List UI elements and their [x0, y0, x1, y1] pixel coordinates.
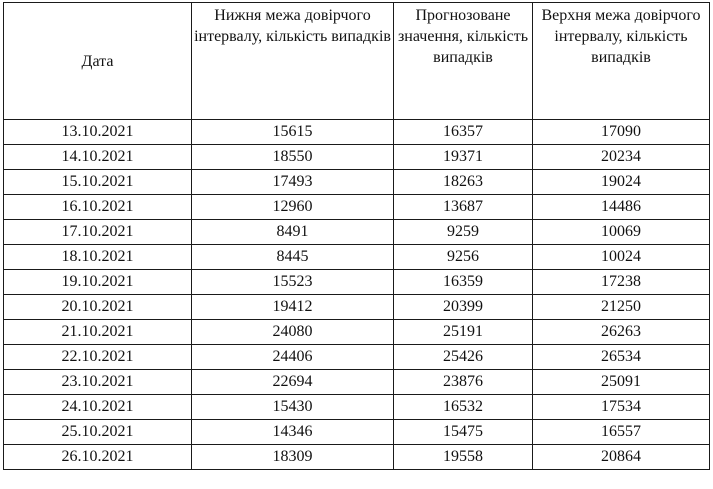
cell-upper-bound: 19024 [533, 170, 710, 195]
cell-lower-bound: 15523 [192, 270, 394, 295]
table-row [4, 320, 710, 345]
cell-upper-bound: 26263 [533, 320, 710, 345]
cell-upper-bound: 17238 [533, 270, 710, 295]
header-lower-bound: Нижня межа довірчого інтервалу, кількість випадків [192, 3, 394, 120]
table-row [4, 120, 710, 145]
table-row [4, 420, 710, 445]
cell-date: 18.10.2021 [4, 245, 192, 270]
cell-upper-bound: 10024 [533, 245, 710, 270]
cell-upper-bound: 26534 [533, 345, 710, 370]
cell-date: 23.10.2021 [4, 370, 192, 395]
table-header [4, 3, 710, 120]
cell-upper-bound: 20234 [533, 145, 710, 170]
cell-upper-bound: 20864 [533, 445, 710, 470]
cell-upper-bound: 14486 [533, 195, 710, 220]
cell-date: 17.10.2021 [4, 220, 192, 245]
cell-forecast: 23876 [394, 370, 533, 395]
cell-date: 26.10.2021 [4, 445, 192, 470]
cell-upper-bound: 21250 [533, 295, 710, 320]
cell-upper-bound: 17534 [533, 395, 710, 420]
cell-forecast: 18263 [394, 170, 533, 195]
table-row [4, 370, 710, 395]
cell-date: 20.10.2021 [4, 295, 192, 320]
cell-forecast: 9259 [394, 220, 533, 245]
forecast-table [3, 2, 710, 470]
cell-lower-bound: 18550 [192, 145, 394, 170]
table-body [4, 120, 710, 470]
cell-lower-bound: 8445 [192, 245, 394, 270]
cell-forecast: 13687 [394, 195, 533, 220]
cell-upper-bound: 10069 [533, 220, 710, 245]
header-date: Дата [4, 3, 192, 120]
cell-lower-bound: 17493 [192, 170, 394, 195]
cell-date: 15.10.2021 [4, 170, 192, 195]
cell-forecast: 25426 [394, 345, 533, 370]
cell-lower-bound: 12960 [192, 195, 394, 220]
cell-forecast: 19558 [394, 445, 533, 470]
cell-forecast: 25191 [394, 320, 533, 345]
cell-date: 25.10.2021 [4, 420, 192, 445]
table-row [4, 145, 710, 170]
cell-lower-bound: 22694 [192, 370, 394, 395]
table-row [4, 395, 710, 420]
cell-lower-bound: 14346 [192, 420, 394, 445]
header-upper-bound: Верхня межа довірчого інтервалу, кількість випадків [533, 3, 710, 120]
table-row [4, 195, 710, 220]
table-row [4, 445, 710, 470]
header-row [4, 3, 710, 120]
table-row [4, 245, 710, 270]
cell-forecast: 16359 [394, 270, 533, 295]
cell-lower-bound: 19412 [192, 295, 394, 320]
cell-forecast: 15475 [394, 420, 533, 445]
cell-forecast: 9256 [394, 245, 533, 270]
cell-forecast: 16532 [394, 395, 533, 420]
cell-date: 13.10.2021 [4, 120, 192, 145]
cell-upper-bound: 17090 [533, 120, 710, 145]
cell-date: 14.10.2021 [4, 145, 192, 170]
cell-upper-bound: 25091 [533, 370, 710, 395]
header-forecast: Прогнозоване значення, кількість випадків [394, 3, 533, 120]
table-row [4, 170, 710, 195]
cell-lower-bound: 15615 [192, 120, 394, 145]
cell-forecast: 19371 [394, 145, 533, 170]
cell-lower-bound: 8491 [192, 220, 394, 245]
cell-lower-bound: 15430 [192, 395, 394, 420]
table-row [4, 270, 710, 295]
cell-date: 16.10.2021 [4, 195, 192, 220]
cell-forecast: 16357 [394, 120, 533, 145]
cell-date: 22.10.2021 [4, 345, 192, 370]
cell-forecast: 20399 [394, 295, 533, 320]
cell-date: 21.10.2021 [4, 320, 192, 345]
cell-lower-bound: 24080 [192, 320, 394, 345]
cell-lower-bound: 18309 [192, 445, 394, 470]
cell-date: 19.10.2021 [4, 270, 192, 295]
table-row [4, 295, 710, 320]
cell-lower-bound: 24406 [192, 345, 394, 370]
table-row [4, 345, 710, 370]
table-row [4, 220, 710, 245]
cell-upper-bound: 16557 [533, 420, 710, 445]
cell-date: 24.10.2021 [4, 395, 192, 420]
